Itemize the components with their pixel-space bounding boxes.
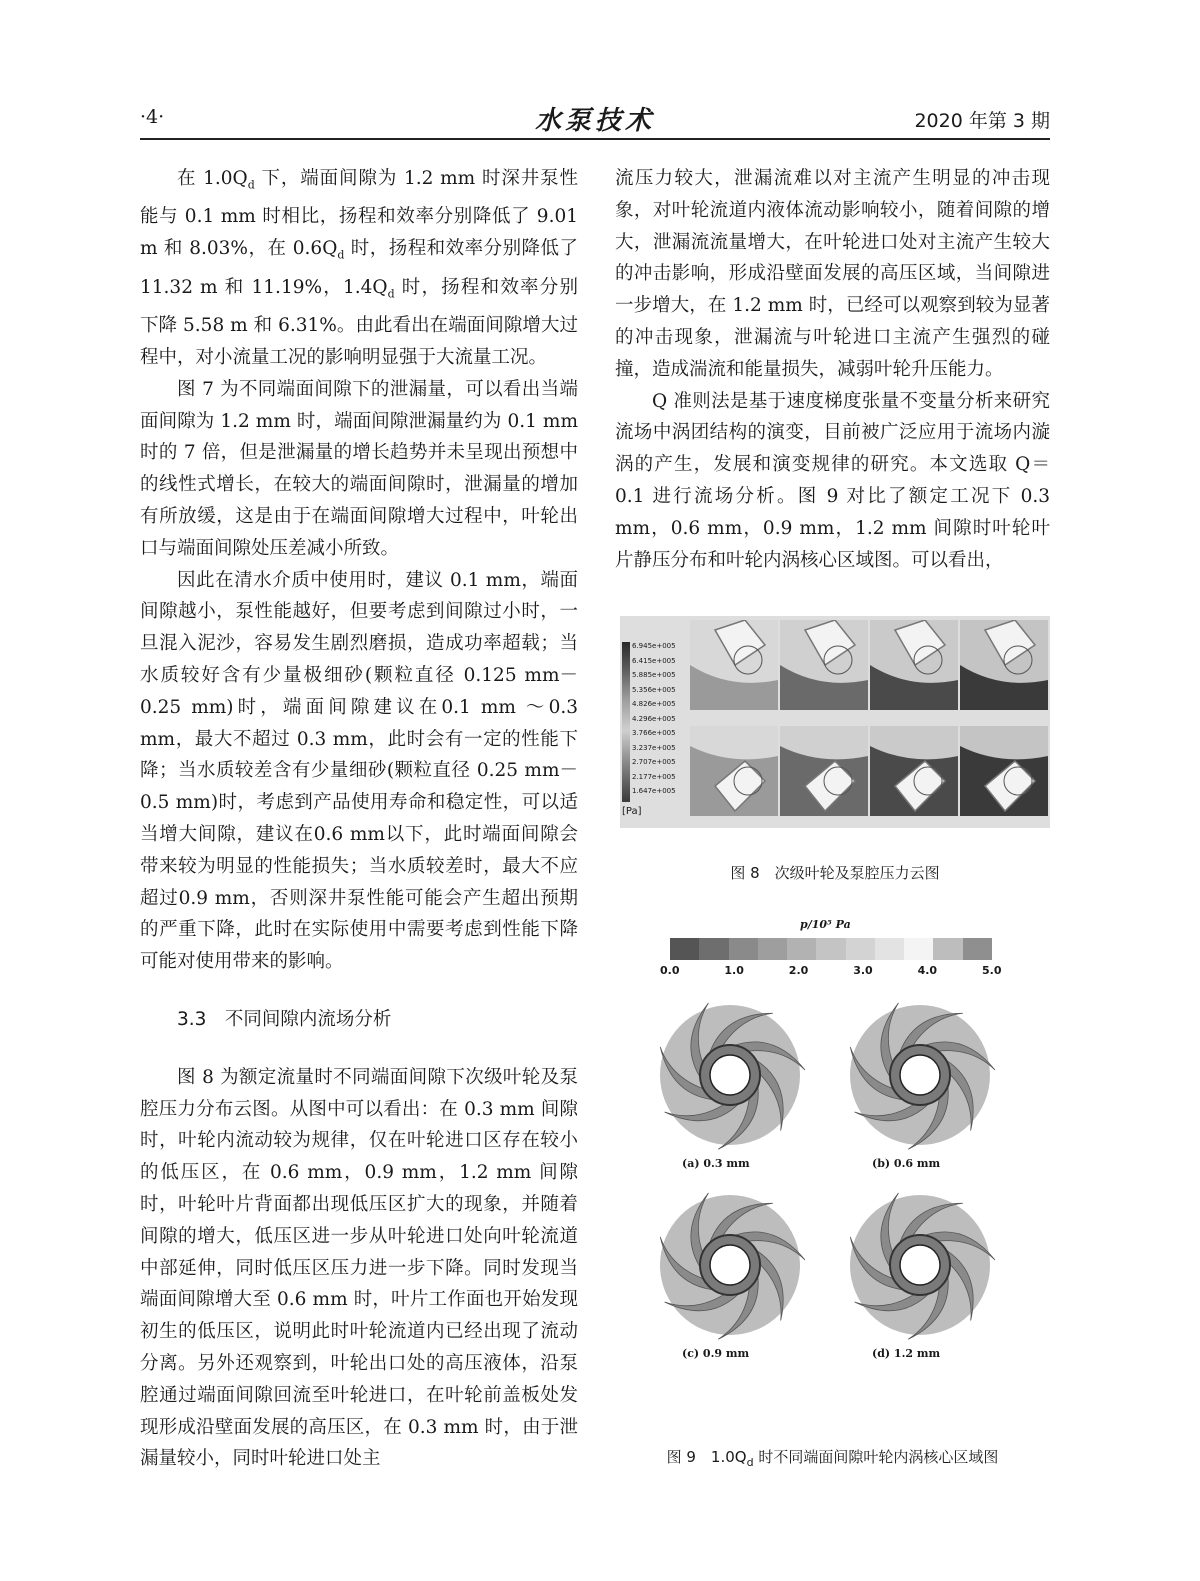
colorbar-swatch (875, 938, 904, 960)
legend-value: 1.647e+005 (632, 787, 676, 795)
subfigure-label: (a) 0.3 mm (682, 1157, 750, 1170)
colorbar-tick: 2.0 (788, 964, 809, 977)
colorbar-swatch (758, 938, 787, 960)
contour-panel (780, 620, 868, 710)
colorbar-swatch (787, 938, 816, 960)
paragraph: 在 $1.0Q_d$ 下，端面间隙为 1.2 mm 时深井泵性能与 0.1 mm 时相比，扬程和效率分别降低了 9.01 m 和 8.03%，在 $0.6Q_d$ 时，扬程和效率分别降低了 11.32 m 和 11.19%，$1.4Q_d$ 时，扬程和效率分别下降 5.58 m 和 6.31%。由此看出在端面间隙增大过程中，对小流量工况的影响明显强于大流量工况。 (140, 168, 579, 369)
impeller-vortex-plot (650, 995, 810, 1155)
subfigure-label: (d) 1.2 mm (872, 1347, 941, 1360)
contour-panel (690, 620, 778, 710)
legend-unit: [Pa] (622, 806, 642, 817)
colorbar-tick: 4.0 (917, 964, 938, 977)
figure-8-caption: 图 8 次级叶轮及泵腔压力云图 (730, 864, 940, 882)
colorbar-swatch (846, 938, 875, 960)
colorbar-swatch (904, 938, 933, 960)
header-rule (140, 138, 1050, 140)
legend-value: 6.415e+005 (632, 656, 676, 665)
colorbar-swatch (963, 938, 992, 960)
colorbar-tick: 1.0 (724, 964, 744, 977)
journal-title: 水泵技术 (534, 106, 655, 136)
section-heading: 3.3 不同间隙内流场分析 (177, 1008, 392, 1030)
pressure-colorbar (670, 938, 992, 960)
legend-value: 3.237e+005 (632, 743, 676, 752)
paragraph: Q 准则法是基于速度梯度张量不变量分析来研究流场中涡团结构的演变，目前被广泛应用于流场内漩涡的产生，发展和演变规律的研究。本文选取 Q＝0.1 进行流场分析。图 9 对比了额定工况下 0.3 mm，0.6 mm，0.9 mm，1.2 mm 间隙时叶轮叶片静压分布和叶轮内涡核心区域图。可以看出， (615, 390, 1050, 571)
legend-value: 2.177e+005 (632, 772, 676, 781)
figure-8-pressure-contours (620, 616, 1050, 828)
legend-value: 3.766e+005 (632, 729, 676, 737)
contour-panel (690, 726, 778, 816)
contour-panel (870, 726, 958, 816)
contour-panel (870, 620, 958, 710)
issue-label: 2020 年第 3 期 (914, 110, 1050, 132)
colorbar-title: p/10⁵ Pa (800, 918, 851, 931)
paragraph: 图 7 为不同端面间隙下的泄漏量，可以看出当端面间隙为 1.2 mm 时，端面间隙泄漏量约为 0.1 mm时的 7 倍，但是泄漏量的增长趋势并未呈现出预想中的线性式增长，在较大的端面间隙时，泄漏量的增加有所放缓，这是由于在端面间隙增大过程中，叶轮出口与端面间隙处压差减小所致。 (140, 378, 578, 559)
page-number: ·4· (140, 106, 165, 128)
colorbar-swatch (699, 938, 728, 960)
legend-value: 2.707e+005 (632, 758, 676, 766)
left-column (140, 163, 578, 1475)
paragraph: 图 8 为额定流量时不同端面间隙下次级叶轮及泵腔压力分布云图。从图中可以看出：在 0.3 mm 间隙时，叶轮内流动较为规律，仅在叶轮进口区存在较小的低压区，在 0.6 mm，0.9 mm，1.2 mm 间隙时，叶轮叶片背面都出现低压区扩大的现象，并随着间隙的增大，低压区进一步从叶轮进口处向叶轮流道中部延伸，同时低压区压力进一步下降。同时发现当端面间隙增大至 0.6 mm 时，叶片工作面也开始发现初生的低压区，说明此时叶轮流道内已经出现了流动分离。另外还观察到，叶轮出口处的高压液体，沿泵腔通过端面间隙回流至叶轮进口，在叶轮前盖板处发现形成沿壁面发展的高压区，在 0.3 mm 时，由于泄漏量较小，同时叶轮进口处主 (140, 1066, 578, 1470)
colorbar-swatch (670, 938, 699, 960)
subfigure-label: (c) 0.9 mm (682, 1347, 750, 1360)
colorbar-tick: 0.0 (660, 964, 680, 977)
page-header (140, 100, 1050, 140)
impeller-vortex-plot (650, 1185, 810, 1345)
paragraph: 流压力较大，泄漏流难以对主流产生明显的冲击现象，对叶轮流道内液体流动影响较小，随着间隙的增大，泄漏流流量增大，在叶轮进口处对主流产生较大的冲击影响，形成沿壁面发展的高压区域，当间隙进一步增大，在 1.2 mm 时，已经可以观察到较为显著的冲击现象，泄漏流与叶轮进口主流产生强烈的碰撞，造成湍流和能量损失，减弱叶轮升压能力。 (615, 168, 1050, 380)
colorbar-tick: 3.0 (853, 964, 873, 977)
colorbar-swatch (933, 938, 962, 960)
legend-value: 4.296e+005 (632, 714, 676, 723)
legend-value: 5.356e+005 (632, 685, 676, 694)
legend-colorbar (622, 642, 630, 802)
colorbar-tick: 5.0 (982, 964, 1002, 977)
contour-panel (780, 726, 868, 816)
legend-value: 6.945e+005 (632, 642, 676, 650)
impeller-vortex-plot (840, 1185, 1000, 1345)
right-column (615, 163, 1050, 576)
contour-panel (960, 620, 1048, 710)
legend-value: 5.885e+005 (632, 671, 676, 679)
subfigure-label: (b) 0.6 mm (872, 1157, 941, 1170)
colorbar-swatch (729, 938, 758, 960)
impeller-vortex-plot (840, 995, 1000, 1155)
paragraph: 因此在清水介质中使用时，建议 0.1 mm，端面间隙越小，泵性能越好，但要考虑到间隙过小时，一旦混入泥沙，容易发生剧烈磨损，造成功率超载；当水质较好含有少量极细砂(颗粒直径 0.125 mm－0.25 mm)时，端面间隙建议在0.1 mm ～0.3 mm，最大不超过 0.3 mm，此时会有一定的性能下降；当水质较差含有少量细砂(颗粒直径 0.25 mm－0.5 mm)时，考虑到产品使用寿命和稳定性，可以适当增大间隙，建议在0.6 mm以下，此时端面间隙会带来较为明显的性能损失；当水质较差时，最大不应超过0.9 mm，否则深井泵性能可能会产生超出预期的严重下降，此时在实际使用中需要考虑到性能下降可能对使用带来的影响。 (140, 569, 578, 973)
colorbar-swatch (816, 938, 845, 960)
pressure-legend (622, 642, 682, 817)
figure-9-caption: 图 9 $1.0Q_d$ 时不同端面间隙叶轮内涡核心区域图 (666, 1448, 999, 1469)
legend-value: 4.826e+005 (632, 700, 676, 708)
contour-panel (960, 726, 1048, 816)
